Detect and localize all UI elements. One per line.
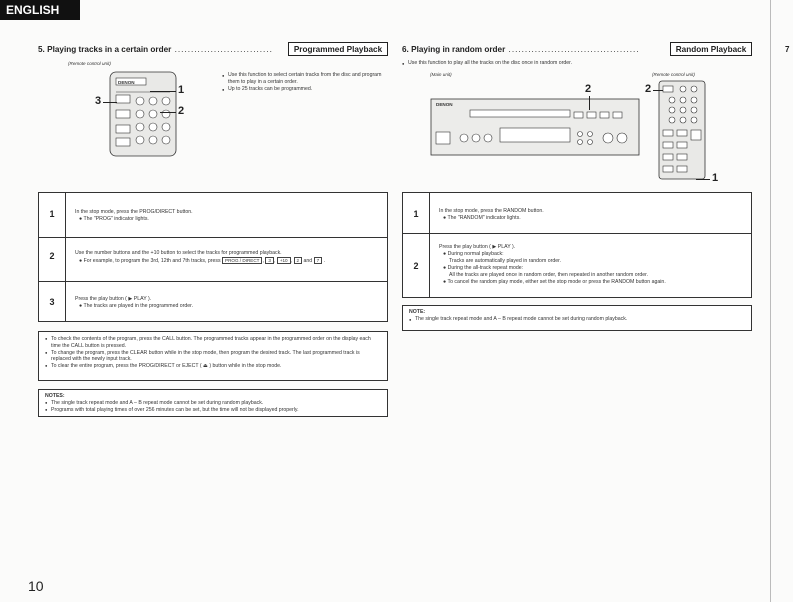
right-intro-list	[402, 60, 752, 67]
left-steps-table	[38, 192, 388, 322]
step-number: 1	[413, 209, 419, 219]
note-item: ● Programs with total playing times of over 256 minutes can be set, but the time will not be displayed properly.	[45, 407, 381, 414]
key-7: 7	[314, 257, 323, 264]
key-plus10: +10	[277, 257, 291, 264]
tip-item: ● To check the contents of the program, press the CALL button. The programmed tracks appear in the programmed order on the display each time the CALL button is pressed.	[45, 336, 381, 350]
random-playback-badge: Random Playback	[670, 42, 752, 56]
main-unit-caption: (Main unit)	[430, 72, 452, 77]
right-intro-item: ● Use this function to play all the tracks on the disc once in random order.	[402, 60, 752, 67]
note-item: ● The single track repeat mode and A – B repeat mode cannot be set during random playback.	[45, 400, 381, 407]
left-intro-item: ● Use this function to select certain tracks from the disc and program them to play in a certain order.	[222, 72, 387, 86]
callout-3: 3	[95, 95, 102, 107]
page-edge	[770, 0, 771, 602]
random-step-1-text: In the stop mode, press the RANDOM button. ● The "RANDOM" indicator lights.	[439, 208, 544, 222]
step-divider	[39, 237, 387, 238]
note-title: NOTE:	[409, 309, 426, 315]
right-note-box	[402, 305, 752, 331]
right-remote-illustration	[658, 80, 706, 180]
callout-remote-1: 1	[712, 172, 719, 184]
step-divider	[403, 233, 751, 234]
left-intro-list	[222, 72, 387, 94]
main-unit-illustration	[430, 98, 640, 156]
random-step-2-text: Press the play button ( ▶ PLAY ). ● During normal playback: Tracks are automatically played in random order. ● During the all-track repeat mode: All the tracks are played once in random order, then repeated in another random order. ● To cancel the random play mode, either set the stop mode or press the RANDOM button again.	[439, 244, 666, 285]
callout-remote-2-leader	[653, 90, 663, 91]
callout-2-leader	[160, 112, 176, 113]
left-section-title: 5. Playing tracks in a certain order ..............................	[38, 45, 273, 54]
callout-1-leader	[150, 91, 176, 92]
language-tab: ENGLISH	[0, 0, 80, 20]
step-2-text: Use the number buttons and the +10 button to select the tracks for programmed playback. ● For example, to program the 3rd, 12th and 7th tracks, press PROG / DIRECT , 3 , +10 , 2 and 7 .	[75, 250, 326, 265]
left-notes-box	[38, 389, 388, 417]
step-number: 3	[49, 297, 55, 307]
left-remote-brand: DENON	[118, 80, 135, 85]
notes-title: NOTES:	[45, 393, 65, 399]
callout-2: 2	[178, 105, 185, 117]
step-number: 1	[49, 209, 55, 219]
callout-3-leader	[103, 102, 117, 103]
right-remote-caption: (Remote control unit)	[652, 72, 695, 77]
step-divider	[39, 281, 387, 282]
key-3: 3	[265, 257, 274, 264]
left-remote-caption: (Remote control unit)	[68, 61, 111, 66]
right-section-title: 6. Playing in random order ........................................	[402, 45, 640, 54]
next-page-edge-glyph: 7	[785, 45, 790, 54]
note-item: ● The single track repeat mode and A – B repeat mode cannot be set during random playback.	[409, 316, 745, 323]
right-steps-table	[402, 192, 752, 298]
callout-remote-1-leader	[696, 179, 710, 180]
step-number: 2	[413, 261, 419, 271]
step-1-text: In the stop mode, press the PROG/DIRECT button. ● The "PROG" indicator lights.	[75, 209, 193, 223]
left-intro-item: ● Up to 25 tracks can be programmed.	[222, 86, 387, 93]
programmed-playback-badge: Programmed Playback	[288, 42, 388, 56]
callout-main-2-leader	[589, 96, 590, 110]
key-2: 2	[294, 257, 303, 264]
callout-main-2: 2	[585, 83, 592, 95]
callout-remote-2: 2	[645, 83, 652, 95]
callout-1: 1	[178, 84, 185, 96]
left-tips-box	[38, 331, 388, 381]
tip-item: ● To change the program, press the CLEAR button while in the stop mode, then program the desired track. The last programmed track is replaced with the newly input track.	[45, 350, 381, 364]
step-3-text: Press the play button ( ▶ PLAY ). ● The tracks are played in the programmed order.	[75, 296, 194, 310]
page-number: 10	[28, 578, 44, 594]
tip-item: ● To clear the entire program, press the PROG/DIRECT or EJECT ( ⏏ ) button while in the stop mode.	[45, 363, 381, 370]
main-unit-brand: DENON	[436, 102, 453, 107]
key-prog-direct: PROG / DIRECT	[222, 257, 262, 264]
step-number: 2	[49, 251, 55, 261]
